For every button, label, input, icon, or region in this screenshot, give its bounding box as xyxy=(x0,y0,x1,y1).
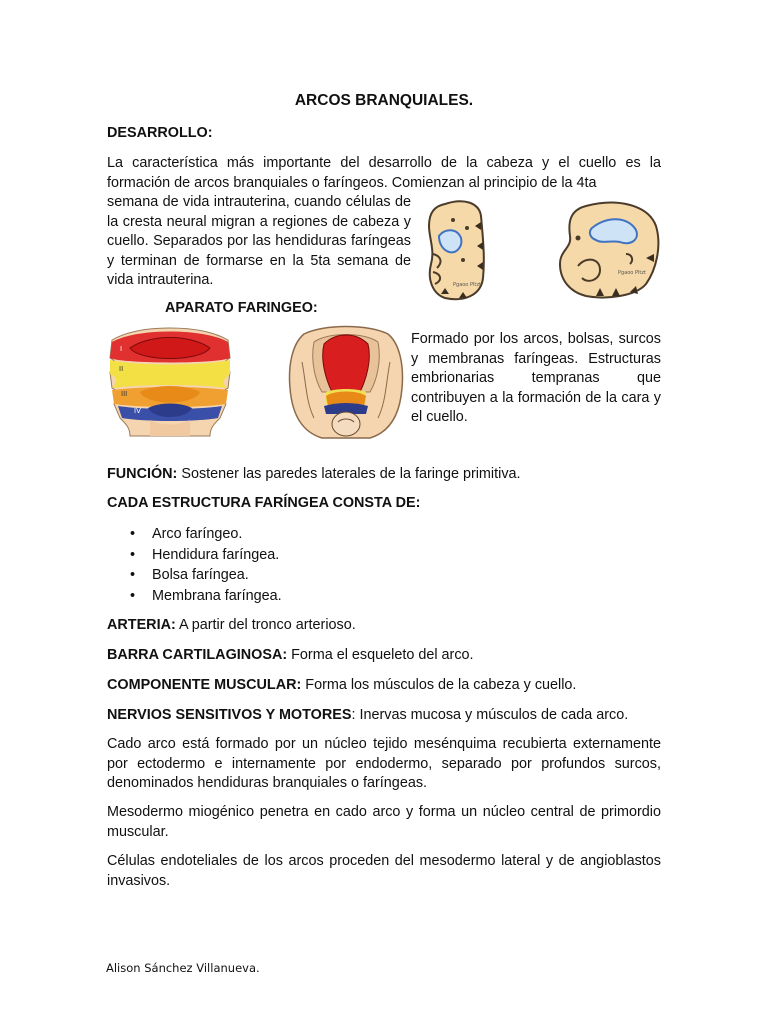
funcion-label: FUNCIÓN: xyxy=(107,466,178,482)
list-item: • Arco faríngeo. xyxy=(130,524,282,545)
desarrollo-text-full: La característica más importante del desarrollo de la cabeza y el cuello es la formación de arcos branquiales o faríngeos. Comienzan al principio de la 4ta xyxy=(107,155,661,191)
paragraph-celulas: Células endoteliales de los arcos proceden del mesodermo lateral y de angioblastos invasivos. xyxy=(107,853,661,889)
barra-text: Forma el esqueleto del arco. xyxy=(287,647,474,663)
embryo-caption-1: Pgaoo Pltzt xyxy=(453,282,481,288)
embryo-lateral-figure-1 xyxy=(423,198,495,302)
arteria-label: ARTERIA: xyxy=(107,617,176,633)
page-title: ARCOS BRANQUIALES. xyxy=(294,92,474,109)
arch-label-4: IV xyxy=(134,407,141,415)
footer-author: Alison Sánchez Villanueva. xyxy=(106,961,260,975)
funcion-text: Sostener las paredes laterales de la faringe primitiva. xyxy=(177,466,521,482)
componente-line xyxy=(107,676,661,696)
nervios-text: : Inervas mucosa y músculos de cada arco. xyxy=(351,707,629,723)
arteria-text: A partir del tronco arterioso. xyxy=(175,617,356,633)
desarrollo-text-wrapped: semana de vida intrauterina, cuando células de la cresta neural migran a regiones de cabeza y cuello. Separados por las hendiduras faríngeas y terminan de formarse en la 5ta semana de vida intrauterina. xyxy=(107,194,411,288)
paragraph-mesodermo: Mesodermo miogénico penetra en cado arco y forma un núcleo central de primordio muscular. xyxy=(107,804,661,840)
embryo-caption-2: Pgaoo Pltzt xyxy=(618,270,646,276)
arch-label-2: II xyxy=(119,365,124,373)
arteria-line xyxy=(107,616,661,636)
list-item: • Hendidura faríngea. xyxy=(130,545,282,566)
aparato-heading: APARATO FARINGEO: xyxy=(165,300,318,316)
nervios-label: NERVIOS SENSITIVOS Y MOTORES xyxy=(107,707,352,723)
barra-line xyxy=(107,646,661,666)
barra-label: BARRA CARTILAGINOSA: xyxy=(107,647,288,663)
arch-label-1: I xyxy=(120,345,123,353)
componente-label: COMPONENTE MUSCULAR: xyxy=(107,677,302,693)
paragraph-arco: Cado arco está formado por un núcleo tejido mesénquima recubierta externamente por ectodermo e internamente por endodermo, separado por profundos surcos, denominados hendiduras branquiales o faríngeas. xyxy=(107,736,661,791)
aparato-description: Formado por los arcos, bolsas, surcos y membranas faríngeas. Estructuras embrionarias tempranas que contribuyen a la formación de la cara y el cuello. xyxy=(411,331,661,425)
componente-text: Forma los músculos de la cabeza y cuello. xyxy=(301,677,577,693)
list-item: • Membrana faríngea. xyxy=(130,586,282,607)
pharyngeal-arches-frontal-figure xyxy=(106,324,234,440)
funcion-line xyxy=(107,465,661,485)
embryo-lateral-figure-2 xyxy=(556,200,660,300)
estructura-list xyxy=(130,524,282,606)
arch-label-3: III xyxy=(121,390,128,398)
list-item: • Bolsa faríngea. xyxy=(130,565,282,586)
pharyngeal-arches-embryo-figure xyxy=(284,322,408,442)
nervios-line xyxy=(107,706,661,726)
desarrollo-heading: DESARROLLO: xyxy=(107,125,213,141)
estructura-heading: CADA ESTRUCTURA FARÍNGEA CONSTA DE: xyxy=(107,495,421,511)
